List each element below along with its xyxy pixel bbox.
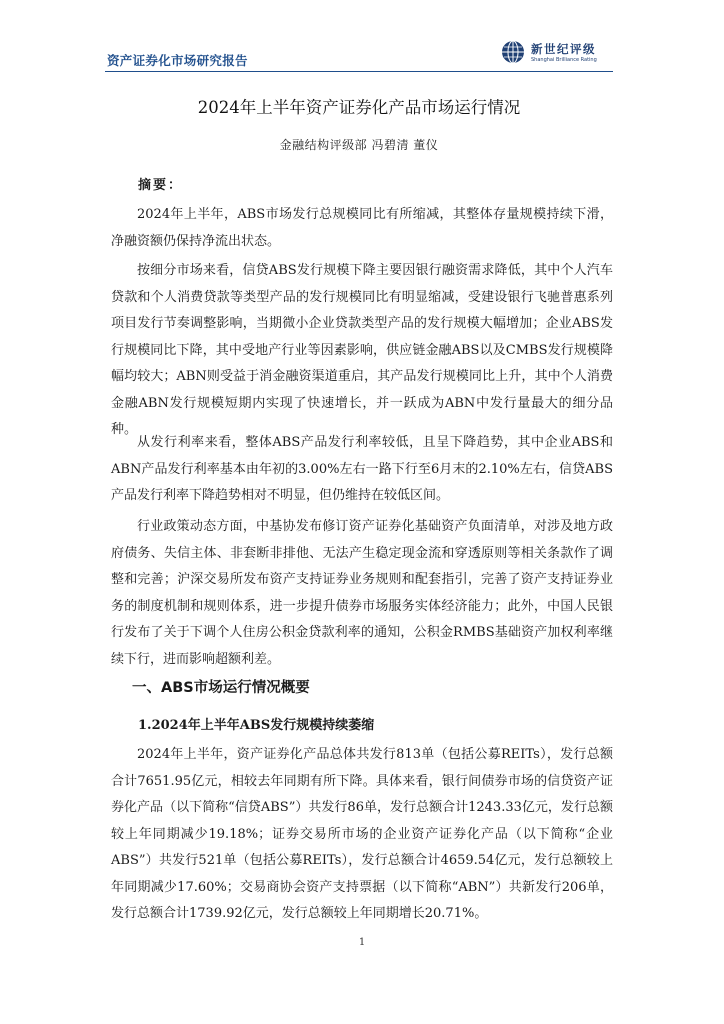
logo-english-name: Shanghai Brilliance Rating — [531, 57, 597, 63]
abstract-paragraph: 行业政策动态方面，中基协发布修订资产证券化基础资产负面清单，对涉及地方政府债务、失信主体、非套断非排他、无法产生稳定现金流和穿透原则等相关条款作了调整和完善；沪深交易所发布资产支持证券业务规则和配套指引，完善了资产支持证券业务的制度机制和规则体系，进一步提升债券市场服务实体经济能力；此外，中国人民银行发布了关于下调个人住房公积金贷款利率的通知，公积金RMBS基础资产加权利率继续下行，进而影响超额利差。 — [111, 519, 613, 667]
abstract-label: 摘要： — [138, 178, 184, 193]
report-series-title: 资产证券化市场研究报告 — [107, 53, 248, 68]
abstract-paragraph: 从发行利率来看，整体ABS产品发行利率较低，且呈下降趋势，其中企业ABS和ABN产品发行利率基本由年初的3.00%左右一路下行至6月末的2.10%左右，信贷ABS产品发行利率下降趋势相对不明显，但仍维持在较低区间。 — [111, 435, 613, 503]
document-title: 2024年上半年资产证券化产品市场运行情况 — [197, 98, 521, 117]
company-logo — [501, 40, 613, 68]
body-paragraph: 2024年上半年，资产证券化产品总体共发行813单（包括公募REITs），发行总额合计7651.95亿元，相较去年同期有所下降。具体来看，银行间债券市场的信贷资产证券化产品（以下简称“信贷ABS”）共发行86单，发行总额合计1243.33亿元，发行总额较上年同期减少19.18%；证券交易所市场的企业资产证券化产品（以下简称“企业ABS”）共发行521单（包括公募REITs），发行总额合计4659.54亿元，发行总额较上年同期减少17.60%；交易商协会资产支持票据（以下简称“ABN”）共新发行206单，发行总额合计1739.92亿元，发行总额较上年同期增长20.71%。 — [111, 747, 613, 921]
section-heading: 一、ABS市场运行情况概要 — [132, 680, 310, 696]
logo-chinese-name: 新世纪评级 — [531, 42, 596, 56]
authors-line: 金融结构评级部 冯碧清 董仪 — [279, 138, 439, 152]
header-divider — [105, 71, 613, 72]
globe-logo-icon — [501, 40, 525, 64]
subsection-heading: 1.2024年上半年ABS发行规模持续萎缩 — [138, 718, 375, 733]
abstract-paragraph: 2024年上半年，ABS市场发行总规模同比有所缩减，其整体存量规模持续下滑，净融资额仍保持净流出状态。 — [111, 207, 613, 249]
page-header — [105, 36, 613, 70]
abstract-paragraph: 按细分市场来看，信贷ABS发行规模下降主要因银行融资需求降低，其中个人汽车贷款和个人消费贷款等类型产品的发行规模同比有明显缩减，受建设银行飞驰普惠系列项目发行节奏调整影响，当期微小企业贷款类型产品的发行规模大幅增加；企业ABS发行规模同比下降，其中受地产行业等因素影响，供应链金融ABS以及CMBS发行规模降幅均较大；ABN则受益于消金融资渠道重启，其产品发行规模同比上升，其中个人消费金融ABN发行规模短期内实现了快速增长，并一跃成为ABN中发行量最大的细分品种。 — [111, 263, 613, 437]
page-number: 1 — [358, 937, 366, 948]
